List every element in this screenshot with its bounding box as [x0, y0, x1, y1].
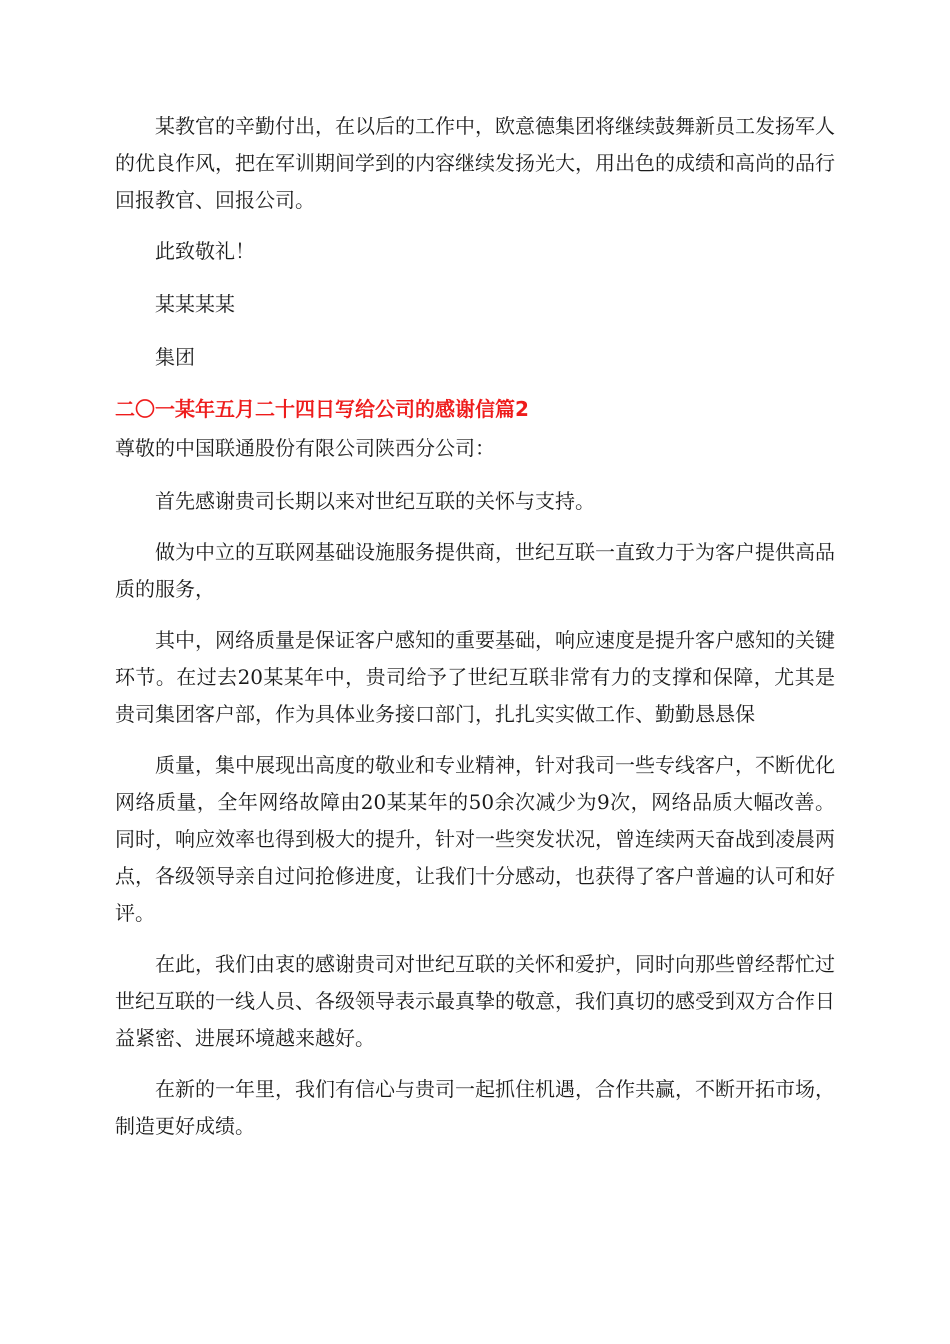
paragraph-network-quality: 其中，网络质量是保证客户感知的重要基础，响应速度是提升客户感知的关键环节。在过去20某某年中，贵司给予了世纪互联非常有力的支撑和保障，尤其是贵司集团客户部，作为具体业务接口部门，扎扎实实做工作、勤勤恳恳保	[115, 628, 835, 726]
letter-salutation: 尊敬的中国联通股份有限公司陕西分公司：	[115, 436, 495, 460]
paragraph-service-provider: 做为中立的互联网基础设施服务提供商，世纪互联一直致力于为客户提供高品质的服务，	[115, 540, 835, 601]
paragraph-instructor-thanks: 某教官的辛勤付出，在以后的工作中，欧意德集团将继续鼓舞新员工发扬军人的优良作风，把在军训期间学到的内容继续发扬光大，用出色的成绩和高尚的品行回报教官、回报公司。	[115, 114, 835, 212]
paragraph-gratitude: 在此，我们由衷的感谢贵司对世纪互联的关怀和爱护，同时向那些曾经帮忙过世纪互联的一线人员、各级领导表示最真挚的敬意，我们真切的感受到双方合作日益紧密、进展环境越来越好。	[115, 952, 835, 1050]
signature-organization: 集团	[155, 345, 195, 369]
paragraph-quality-improvement: 质量，集中展现出高度的敬业和专业精神，针对我司一些专线客户，不断优化网络质量，全年网络故障由20某某年的50余次减少为9次，网络品质大幅改善。同时，响应效率也得到极大的提升，针对一些突发状况，曾连续两天奋战到凌晨两点，各级领导亲自过问抢修进度，让我们十分感动，也获得了客户普遍的认可和好评。	[115, 753, 835, 925]
paragraph-new-year: 在新的一年里，我们有信心与贵司一起抓住机遇，合作共赢，不断开拓市场，制造更好成绩。	[115, 1077, 835, 1138]
paragraph-opening-thanks: 首先感谢贵司长期以来对世纪互联的关怀与支持。	[155, 489, 595, 513]
closing-salutation: 此致敬礼！	[155, 239, 255, 263]
section-heading: 二〇一某年五月二十四日写给公司的感谢信篇2	[115, 397, 529, 421]
signature-name: 某某某某	[155, 292, 235, 316]
document-body	[115, 108, 835, 1159]
